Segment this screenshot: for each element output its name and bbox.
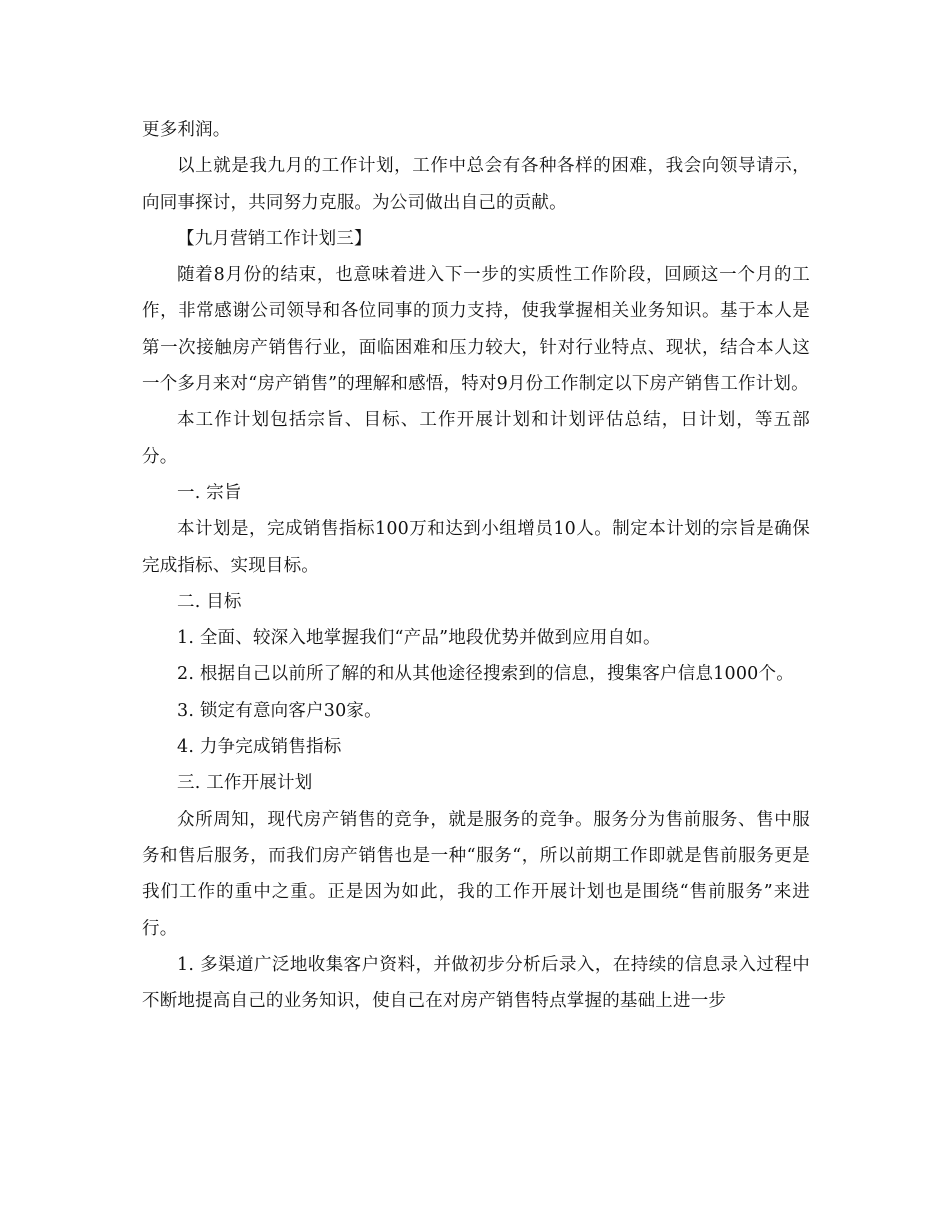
document-body bbox=[142, 112, 810, 1019]
work-plan-item-1: 1. 多渠道广泛地收集客户资料，并做初步分析后录入，在持续的信息录入过程中不断地提高自己的业务知识，使自己在对房产销售特点掌握的基础上进一步 bbox=[142, 954, 810, 1012]
paragraph-continuation: 更多利润。 bbox=[142, 120, 231, 140]
heading-goals: 二. 目标 bbox=[177, 591, 242, 612]
heading-work-plan: 三. 工作开展计划 bbox=[177, 773, 313, 794]
paragraph-intro: 随着8月份的结束，也意味着进入下一步的实质性工作阶段，回顾这一个月的工作，非常感谢公司领导和各位同事的顶力支持，使我掌握相关业务知识。基于本人是第一次接触房产销售行业，面临困难和压力较大，针对行业特点、现状，结合本人这一个多月来对“房产销售”的理解和感悟，特对9月份工作制定以下房产销售工作计划。 bbox=[142, 265, 810, 395]
section-heading: 【九月营销工作计划三】 bbox=[177, 228, 372, 249]
goal-item-4: 4. 力争完成销售指标 bbox=[177, 737, 342, 758]
paragraph-plan-scope: 本工作计划包括宗旨、目标、工作开展计划和计划评估总结，日计划，等五部分。 bbox=[142, 410, 810, 467]
goal-item-1: 1. 全面、较深入地掌握我们“产品”地段优势并做到应用自如。 bbox=[177, 628, 661, 649]
paragraph-purpose: 本计划是，完成销售指标100万和达到小组增员10人。制定本计划的宗旨是确保完成指标、实现目标。 bbox=[142, 519, 810, 576]
paragraph-closing-summary: 以上就是我九月的工作计划，工作中总会有各种各样的困难，我会向领导请示，向同事探讨，共同努力克服。为公司做出自己的贡献。 bbox=[142, 156, 810, 213]
paragraph-service-competition: 众所周知，现代房产销售的竞争，就是服务的竞争。服务分为售前服务、售中服务和售后服务，而我们房产销售也是一种“服务“，所以前期工作即就是售前服务更是我们工作的重中之重。正是因为如此，我的工作开展计划也是围绕“售前服务”来进行。 bbox=[142, 809, 810, 939]
goal-item-2: 2. 根据自己以前所了解的和从其他途径搜索到的信息，搜集客户信息1000个。 bbox=[177, 664, 794, 685]
goal-item-3: 3. 锁定有意向客户30家。 bbox=[177, 700, 382, 721]
heading-purpose: 一. 宗旨 bbox=[177, 482, 242, 503]
